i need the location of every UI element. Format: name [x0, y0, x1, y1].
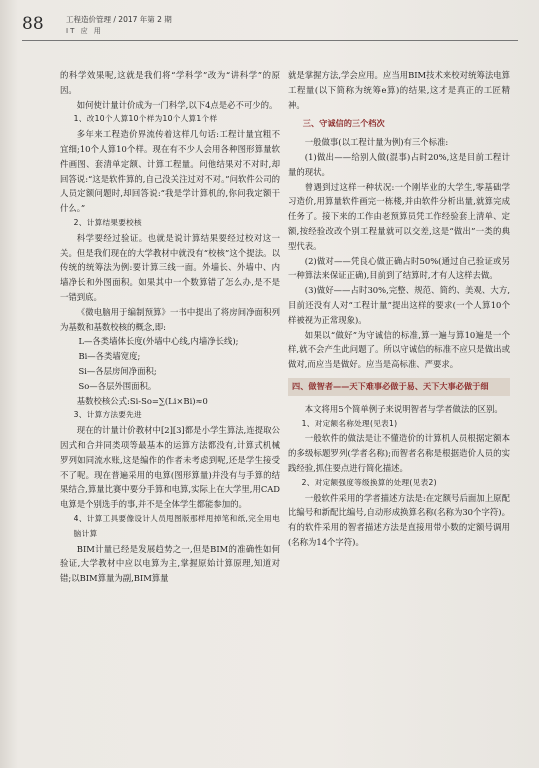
subheading: 2、计算结果要校核: [73, 217, 142, 227]
page-header: [22, 14, 522, 40]
paragraph: 就是掌握方法,学会应用。应当用BIM技术来校对统筹法电算工程量(以下简称为统筹e算)的结果,这才是真正的工匠精神。: [288, 70, 510, 110]
paragraph: BIM计量已经是发展趋势之一,但是BIM的准确性如何验证,大学教材中应以电算为主,掌握原始计算原理,知道对错;以BIM算量为副,BIM算量: [60, 543, 280, 584]
section-heading: 四、做智者——天下难事必做于易、天下大事必做于细: [288, 378, 510, 396]
paragraph: 一般软件采用的学者描述方法是:在定额号后面加上原配比编号和新配比编号,自动形成换算名称(名称为30个字符)。有的软件采用的智者描述方法是直接用带小数的定额号调用(名称为14个字符)。: [288, 492, 510, 547]
paragraph: 多年来工程造价界流传着这样几句话:工程计量宜粗不宜细;10个人算10个样。现在有不少人会用各种图形算量软件画图、套清单定额、计算工程量。问他结果对不对时,却回答说:“这是软件算的,自己没关注过对不对。”问软件公司的人员定额问题时,却回答说:“我是学计算机的,你问我定额干什么。”: [60, 129, 280, 214]
subheading: 4、计算工具要像设计人员甩图版那样甩掉笔和纸,完全用电脑计算: [73, 513, 280, 538]
formula-line: 基数校核公式:Si-So=∑(Li×Bi)≈0: [76, 395, 208, 406]
subheading: 2、对定额强度等级换算的处理(见表2): [301, 477, 437, 487]
paragraph: 《微电脑用于编制预算》一书中提出了将房间净面积列为基数和基数校核的概念,即:: [60, 306, 280, 332]
left-column: [60, 68, 280, 586]
subheading: 1、改10个人算10个样为10个人算1个样: [73, 114, 218, 124]
paragraph: 如果以“做好”为守诚信的标准,算一遍与算10遍是一个样,就不会产生此问题了。所以守诚信的标准不应只是做出或做对,而应当是做好。应当是高标准、严要求。: [288, 329, 510, 370]
page-number: 88: [22, 14, 44, 34]
paragraph: 的科学效果呢,这就是我们将“学科学”改为“讲科学”的原因。: [60, 70, 280, 95]
definition-line: Bi—各类墙宽度;: [78, 351, 141, 362]
paragraph: 如何使计量计价成为一门科学,以下4点是必不可少的。: [76, 99, 278, 110]
definition-line: Si—各层房间净面积;: [78, 365, 157, 376]
paragraph: (1)做出——给别人做(混事)占时20%,这是目前工程计量的现状。: [288, 151, 510, 177]
paragraph: (2)做对——凭良心做正确占时50%(通过自己验证或另一种算法来保证正确),目前到了结算时,才有人这样去做。: [288, 255, 510, 281]
subheading: 3、计算方法要先进: [73, 410, 142, 420]
paragraph: 科学要经过验证。也就是说计算结果要经过校对这一关。但是我们现在的大学教材中就没有“校核”这个提法。以传统的统筹法为例:要计算三线一面。外墙长、外墙中、内墙净长和外图面积。如果其中一个数算错了怎么办,是不是一错到底。: [60, 232, 280, 302]
paragraph: 现在的计量计价教材中[2][3]都是小学生算法,连提取公因式和合并同类项等最基本的运算方法都没有,计算式机械罗列如同流水账,这是编作的作者未考虑到呢,还是学生接受不了呢。现在普遍采用的电算(图形算量)并没有与手算的结果结合,算量比赛中要分手算和电算,实际上在大学里,用CAD电算是个别选手的事,并不是全体学生都能参加的。: [60, 425, 280, 510]
definition-line: L—各类墙体长度(外墙中心线,内墙净长线);: [78, 336, 239, 347]
subheading: 1、对定额名称处理(见表1): [301, 418, 398, 428]
header-divider: [22, 40, 518, 41]
right-column: [288, 68, 510, 550]
paragraph: 曾遇到过这样一种状况:一个刚毕业的大学生,零基础学习造价,用算量软件画完一栋楼,并由软件分析出量,就算完成任务了。接下来的工作由老预算员凭工作经验套上清单、定额,按经验改改个别工程量就可以交差,这是“做出”一类的典型代表。: [288, 181, 510, 251]
definition-line: So—各层外围面积。: [78, 380, 157, 391]
paragraph: (3)做好——占时30%,完整、规范、简约、美观、大方,目前还没有人对“工程计量”提出这样的要求(一个人算10个样被视为正常现象)。: [288, 285, 510, 325]
paragraph: 一般做事(以工程计量为例)有三个标准:: [304, 137, 449, 148]
journal-title: 工程造价管理 / 2017 年第 2 期: [66, 15, 172, 24]
column-name: IT 应 用: [66, 27, 103, 35]
paragraph: 本文将用5个简单例子来说明智者与学者做法的区别。: [304, 403, 503, 414]
section-heading: 三、守诚信的三个档次: [302, 118, 385, 129]
paragraph: 一般软件的做法是让不懂造价的计算机人员根据定额本的多级标题罗列(学者名称);而智者名称是根据造价人员的实践经验,抓住要点进行简化描述。: [288, 433, 510, 473]
